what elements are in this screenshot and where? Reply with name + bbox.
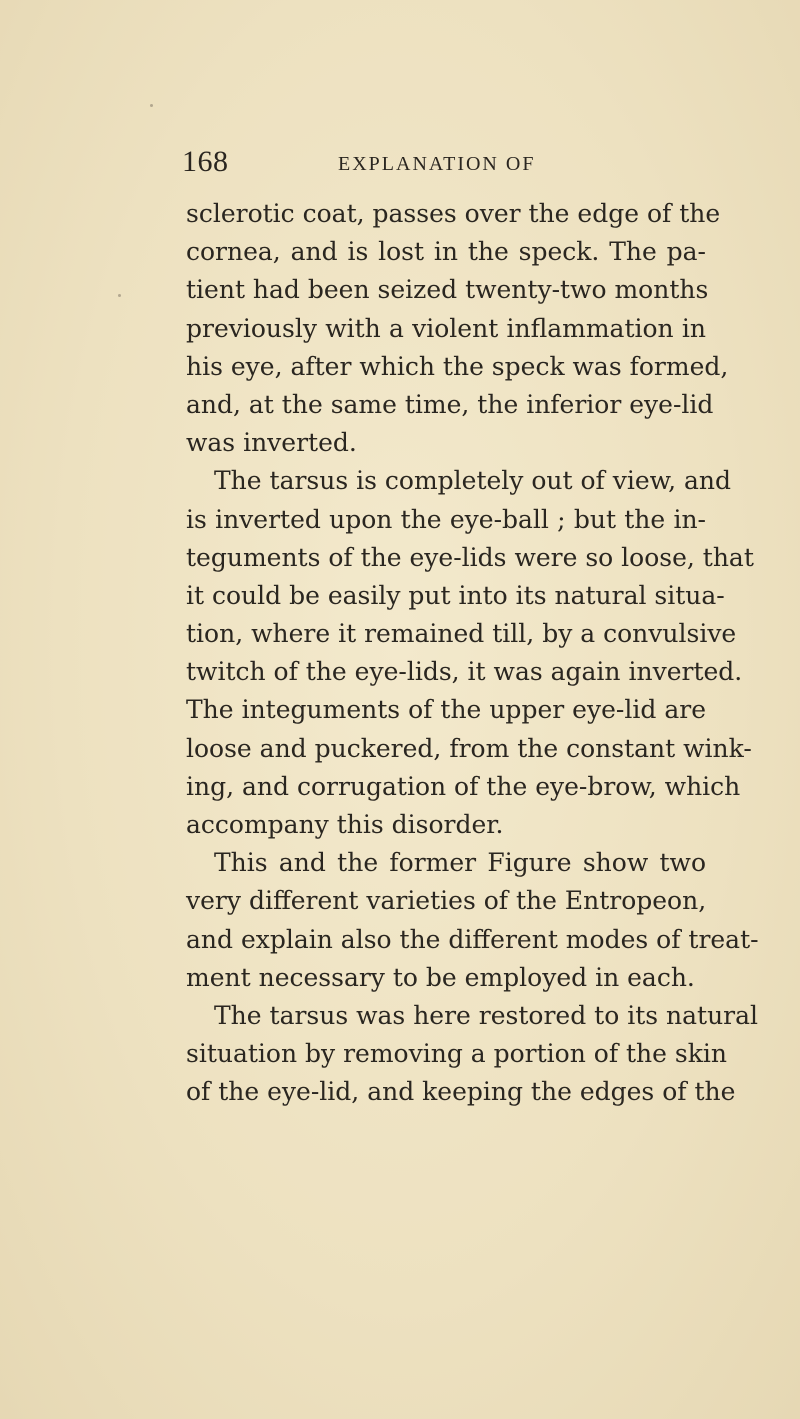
text-line: accompany this disorder. [186, 810, 504, 839]
text-line: The tarsus is completely out of view, and [214, 466, 732, 496]
text-line: ment necessary to be employed in each. [186, 962, 695, 992]
running-title: EXPLANATION OF [338, 153, 536, 175]
text-line: tient had been seized twenty-two months [186, 275, 709, 305]
text-line: ing, and corrugation of the eye-brow, which [186, 771, 741, 801]
text-line: was inverted. [186, 428, 357, 458]
running-head [182, 142, 702, 182]
text-line: and, at the same time, the inferior eye-lid [186, 389, 714, 419]
text-line: and explain also the different modes of treat- [186, 924, 759, 954]
text-line: previously with a violent inflammation in [186, 313, 706, 343]
paper-speck [118, 294, 121, 297]
paper-speck [150, 104, 153, 107]
text-line: This and the former Figure show two [214, 848, 706, 878]
text-line: his eye, after which the speck was formed, [186, 351, 729, 381]
page-number: 168 [182, 145, 229, 178]
text-line: teguments of the eye-lids were so loose, that [186, 542, 754, 572]
text-line: is inverted upon the eye-ball ; but the in- [186, 504, 706, 534]
text-line: sclerotic coat, passes over the edge of the [186, 199, 721, 228]
text-line: The integuments of the upper eye-lid are [186, 695, 706, 725]
text-line: of the eye-lid, and keeping the edges of the [186, 1077, 736, 1107]
text-line: The tarsus was here restored to its natural [214, 1000, 759, 1030]
text-line: cornea, and is lost in the speck. The pa- [186, 237, 706, 267]
text-line: tion, where it remained till, by a convulsive [186, 619, 737, 649]
text-line: very different varieties of the Entropeon, [186, 886, 707, 916]
text-line: it could be easily put into its natural situa- [186, 580, 725, 610]
text-line: loose and puckered, from the constant wink- [186, 733, 752, 763]
text-line: situation by removing a portion of the skin [186, 1039, 727, 1069]
text-line: twitch of the eye-lids, it was again inverted. [186, 657, 743, 687]
body-text [186, 195, 759, 1112]
